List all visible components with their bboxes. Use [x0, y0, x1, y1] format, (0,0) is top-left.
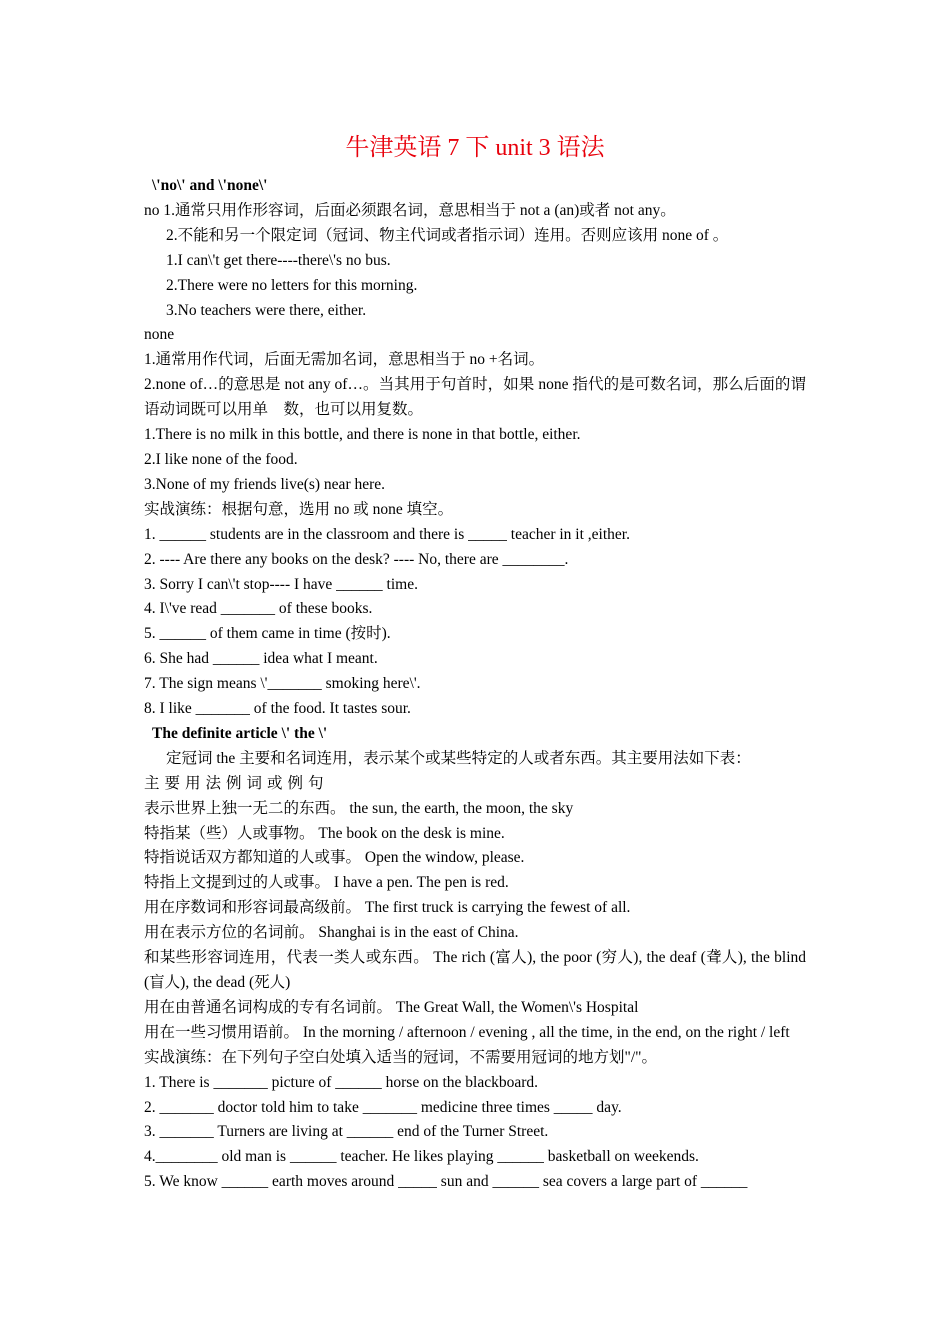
text-line: 表示世界上独一无二的东西。 the sun, the earth, the moon, the sky — [144, 799, 574, 817]
text-line: 3. Sorry I can\'t stop---- I have ______ time. — [144, 575, 418, 593]
text-line: 用在一些习惯用语前。 In the morning / afternoon / evening , all the time, in the end, on the right / left — [144, 1023, 790, 1041]
text-line: 2.none of…的意思是 not any of…。当其用于句首时，如果 none 指代的是可数名词，那么后面的谓语动词既可以用单 数，也可以用复数。 — [144, 376, 806, 419]
text-line: 1.There is no milk in this bottle, and there is none in that bottle, either. — [144, 426, 581, 444]
text-line: 定冠词 the 主要和名词连用，表示某个或某些特定的人或者东西。其主要用法如下表： — [166, 749, 751, 767]
text-line: 7. The sign means \'_______ smoking here\'. — [144, 675, 421, 693]
text-line: 2.There were no letters for this morning. — [166, 276, 418, 294]
text-line: 4.________ old man is ______ teacher. He likes playing ______ basketball on weekends. — [144, 1148, 699, 1166]
text-line: 特指上文提到过的人或事。 I have a pen. The pen is red. — [144, 874, 509, 892]
text-line: 5. ______ of them came in time (按时). — [144, 625, 391, 643]
text-line: 3.No teachers were there, either. — [166, 301, 367, 319]
document-page — [144, 130, 806, 1195]
text-line: \'no\' and \'none\' — [152, 177, 268, 194]
text-line: 3.None of my friends live(s) near here. — [144, 475, 386, 493]
text-line: 1. There is _______ picture of ______ horse on the blackboard. — [144, 1073, 539, 1091]
document-title: 牛津英语 7 下 unit 3 语法 — [345, 135, 605, 161]
text-line: 5. We know ______ earth moves around _____ sun and ______ sea covers a large part of ______ — [144, 1173, 748, 1191]
text-line: 和某些形容词连用，代表一类人或东西。 The rich (富人), the poor (穷人), the deaf (聋人), the blind (盲人), the dead (死人) — [144, 949, 806, 991]
text-line: 1.通常用作代词，后面无需加名词，意思相当于 no +名词。 — [144, 351, 545, 369]
text-line: 1.I can\'t get there----there\'s no bus. — [166, 251, 391, 269]
text-line: 3. _______ Turners are living at ______ end of the Turner Street. — [144, 1123, 549, 1141]
text-line: 4. I\'ve read _______ of these books. — [144, 600, 373, 618]
text-line: 实战演练：根据句意，选用 no 或 none 填空。 — [144, 500, 454, 518]
text-line: 2. ---- Are there any books on the desk? ---- No, there are ________. — [144, 550, 569, 568]
text-line: 用在由普通名词构成的专有名词前。 The Great Wall, the Women\'s Hospital — [144, 998, 639, 1016]
text-line: 2.不能和另一个限定词（冠词、物主代词或者指示词）连用。否则应该用 none of 。 — [166, 226, 729, 244]
text-line: 实战演练：在下列句子空白处填入适当的冠词，不需要用冠词的地方划"/"。 — [144, 1048, 657, 1066]
text-line: 主要用法例词或例句 — [144, 774, 329, 792]
text-line: 6. She had ______ idea what I meant. — [144, 650, 378, 668]
text-line: 8. I like _______ of the food. It tastes sour. — [144, 700, 411, 718]
text-line: none — [144, 326, 175, 344]
text-line: no 1.通常只用作形容词，后面必须跟名词，意思相当于 not a (an)或者 not any。 — [144, 201, 676, 219]
text-line: 用在表示方位的名词前。 Shanghai is in the east of China. — [144, 924, 519, 942]
text-line: 特指说话双方都知道的人或事。 Open the window, please. — [144, 849, 525, 867]
text-line: 1. ______ students are in the classroom and there is _____ teacher in it ,either. — [144, 525, 630, 543]
text-line: 2.I like none of the food. — [144, 450, 298, 468]
document-body — [144, 174, 806, 1195]
text-line: 2. _______ doctor told him to take _______ medicine three times _____ day. — [144, 1098, 622, 1116]
text-line: 特指某（些）人或事物。 The book on the desk is mine. — [144, 824, 505, 842]
text-line: The definite article \' the \' — [152, 724, 328, 742]
text-line: 用在序数词和形容词最高级前。 The first truck is carrying the fewest of all. — [144, 899, 631, 917]
